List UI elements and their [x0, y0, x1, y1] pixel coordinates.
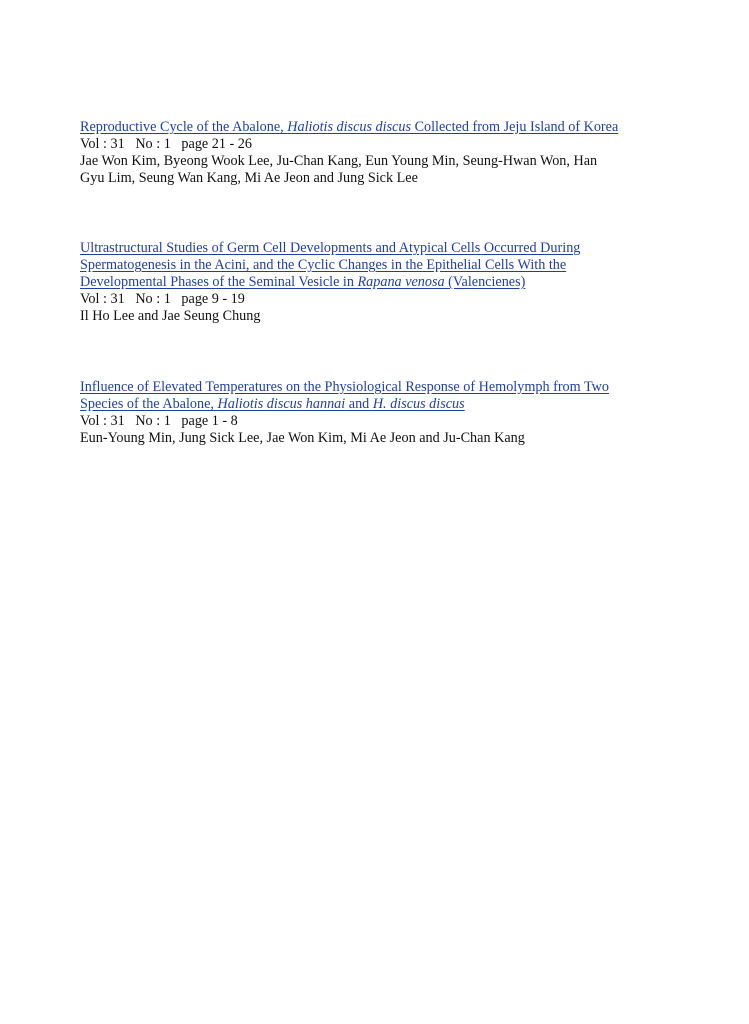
article-authors [80, 430, 680, 447]
title-line [80, 274, 680, 291]
article-authors [80, 308, 680, 325]
author-line: Eun-Young Min, Jung Sick Lee, Jae Won Kim, Mi Ae Jeon and Ju-Chan Kang [80, 430, 525, 446]
article-meta: Vol : 31 No : 1 page 1 - 8 [80, 413, 238, 429]
article-entry-2 [80, 240, 680, 325]
title-segment: Collected from Jeju Island of Korea [411, 119, 619, 135]
title-segment: Species of the Abalone, [80, 396, 218, 412]
author-line: Gyu Lim, Seung Wan Kang, Mi Ae Jeon and Jung Sick Lee [80, 170, 418, 186]
title-segment: Spermatogenesis in the Acini, and the Cyclic Changes in the Epithelial Cells With the [80, 257, 567, 273]
article-meta: Vol : 31 No : 1 page 9 - 19 [80, 291, 245, 307]
title-line [80, 257, 680, 274]
title-segment: Ultrastructural Studies of Germ Cell Developments and Atypical Cells Occurred During [80, 240, 581, 256]
species-name-segment: Rapana venosa [357, 274, 445, 290]
article-meta: Vol : 31 No : 1 page 21 - 26 [80, 136, 252, 152]
article-title-link[interactable] [80, 240, 680, 291]
species-name-segment: H. discus discus [372, 396, 465, 412]
title-segment: (Valencienes) [444, 274, 526, 290]
title-line [80, 379, 680, 396]
article-title-link[interactable] [80, 119, 680, 136]
article-entry-3 [80, 379, 680, 447]
article-title-link[interactable] [80, 379, 680, 413]
title-line [80, 240, 680, 257]
title-segment: Developmental Phases of the Seminal Vesicle in [80, 274, 358, 290]
title-line [80, 396, 680, 413]
title-segment: Influence of Elevated Temperatures on the Physiological Response of Hemolymph from Two [80, 379, 609, 395]
title-line [80, 119, 618, 135]
article-authors [80, 153, 680, 187]
author-line: Jae Won Kim, Byeong Wook Lee, Ju-Chan Kang, Eun Young Min, Seung-Hwan Won, Han [80, 153, 598, 169]
author-line: Il Ho Lee and Jae Seung Chung [80, 308, 261, 324]
species-name-segment: Haliotis discus hannai [217, 396, 346, 412]
species-name-segment: Haliotis discus discus [287, 119, 412, 135]
title-segment: and [345, 396, 373, 412]
article-entry-1 [80, 119, 680, 187]
title-segment: Reproductive Cycle of the Abalone, [80, 119, 288, 135]
